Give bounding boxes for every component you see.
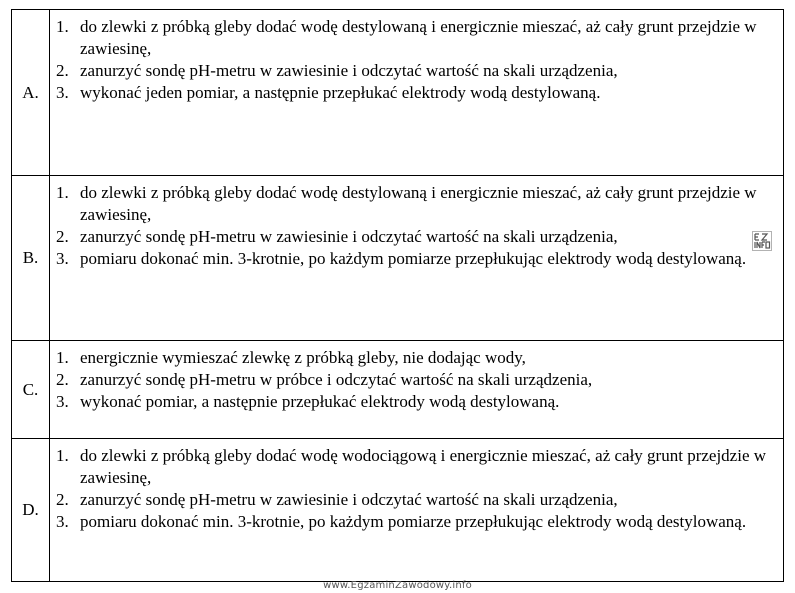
step-number: 1.	[56, 183, 69, 202]
step-text: zanurzyć sondę pH-metru w zawiesinie i odczytać wartość na skali urządzenia,	[80, 61, 618, 80]
step-d-3	[56, 511, 773, 533]
step-number: 3.	[56, 249, 69, 268]
step-a-1	[56, 16, 773, 60]
step-c-1	[56, 347, 773, 369]
option-content-b	[50, 176, 784, 341]
step-text: zanurzyć sondę pH-metru w zawiesinie i odczytać wartość na skali urządzenia,	[80, 490, 618, 509]
step-number: 3.	[56, 512, 69, 531]
option-content-a	[50, 10, 784, 176]
option-letter-c: C.	[12, 341, 50, 439]
option-row-a[interactable]	[12, 10, 784, 176]
step-number: 1.	[56, 17, 69, 36]
step-number: 3.	[56, 392, 69, 411]
option-content-d	[50, 439, 784, 582]
option-row-d[interactable]	[12, 439, 784, 582]
step-text: wykonać pomiar, a następnie przepłukać elektrody wodą destylowaną.	[80, 392, 560, 411]
step-d-2	[56, 489, 773, 511]
step-c-2	[56, 369, 773, 391]
step-text: energicznie wymieszać zlewkę z próbką gleby, nie dodając wody,	[80, 348, 526, 367]
step-number: 1.	[56, 348, 69, 367]
option-letter-a: A.	[12, 10, 50, 176]
step-text: wykonać jeden pomiar, a następnie przepłukać elektrody wodą destylowaną.	[80, 83, 601, 102]
step-number: 2.	[56, 227, 69, 246]
step-number: 2.	[56, 490, 69, 509]
step-number: 3.	[56, 83, 69, 102]
option-row-b[interactable]	[12, 176, 784, 341]
step-text: do zlewki z próbką gleby dodać wodę destylowaną i energicznie mieszać, aż cały grunt przejdzie w zawiesinę,	[80, 17, 757, 58]
ez-info-stamp-icon	[752, 231, 772, 251]
step-c-3	[56, 391, 773, 413]
answer-options-table	[11, 9, 784, 582]
step-a-3	[56, 82, 773, 104]
step-text: zanurzyć sondę pH-metru w próbce i odczytać wartość na skali urządzenia,	[80, 370, 593, 389]
step-number: 2.	[56, 61, 69, 80]
step-text: do zlewki z próbką gleby dodać wodę destylowaną i energicznie mieszać, aż cały grunt przejdzie w zawiesinę,	[80, 183, 757, 224]
option-row-c[interactable]	[12, 341, 784, 439]
step-a-2	[56, 60, 773, 82]
option-letter-d: D.	[12, 439, 50, 582]
steps-list-d	[50, 439, 783, 533]
step-text: do zlewki z próbką gleby dodać wodę wodociągową i energicznie mieszać, aż cały grunt przejdzie w zawiesinę,	[80, 446, 767, 487]
option-content-c	[50, 341, 784, 439]
option-letter-b: B.	[12, 176, 50, 341]
step-b-2	[56, 226, 773, 248]
step-text: pomiaru dokonać min. 3-krotnie, po każdym pomiarze przepłukując elektrody wodą destylowaną.	[80, 512, 747, 531]
steps-list-c	[50, 341, 783, 413]
steps-list-b	[50, 176, 783, 270]
step-text: pomiaru dokonać min. 3-krotnie, po każdym pomiarze przepłukując elektrody wodą destylowaną.	[80, 249, 747, 268]
step-b-1	[56, 182, 773, 226]
site-watermark: www.EgzaminZawodowy.info	[323, 580, 472, 591]
steps-list-a	[50, 10, 783, 104]
step-b-3	[56, 248, 773, 270]
step-d-1	[56, 445, 773, 489]
step-text: zanurzyć sondę pH-metru w zawiesinie i odczytać wartość na skali urządzenia,	[80, 227, 618, 246]
step-number: 2.	[56, 370, 69, 389]
step-number: 1.	[56, 446, 69, 465]
